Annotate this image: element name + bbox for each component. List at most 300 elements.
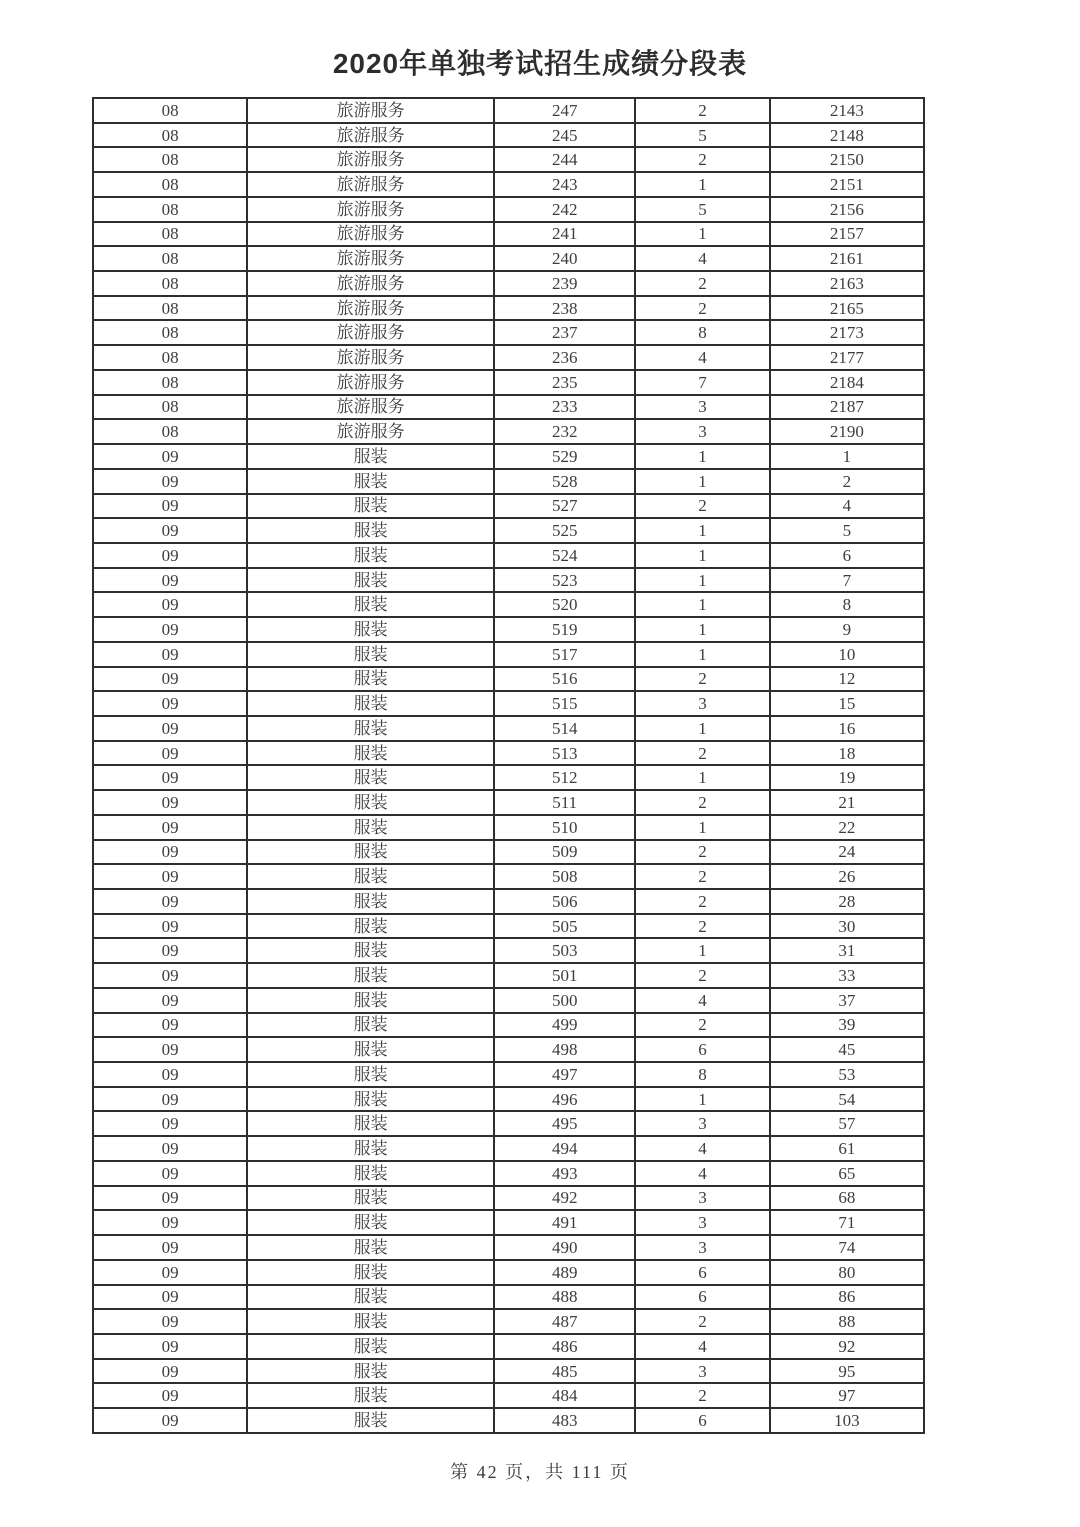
cell-category-code: 08 [93, 222, 247, 247]
cell-major-name: 服装 [247, 864, 494, 889]
table-row [93, 963, 924, 988]
cell-score: 486 [494, 1334, 635, 1359]
cell-category-code: 09 [93, 543, 247, 568]
table-row [93, 1260, 924, 1285]
cell-score: 506 [494, 889, 635, 914]
table-row [93, 1383, 924, 1408]
cell-score: 239 [494, 271, 635, 296]
cell-major-name: 服装 [247, 592, 494, 617]
cell-major-name: 服装 [247, 642, 494, 667]
cell-score: 511 [494, 790, 635, 815]
cell-major-name: 服装 [247, 1161, 494, 1186]
cell-category-code: 09 [93, 1235, 247, 1260]
cell-count: 3 [635, 1235, 769, 1260]
cell-cumulative-count: 2150 [770, 147, 924, 172]
cell-score: 495 [494, 1111, 635, 1136]
table-row [93, 988, 924, 1013]
cell-score: 485 [494, 1359, 635, 1384]
cell-category-code: 09 [93, 988, 247, 1013]
table-row [93, 1111, 924, 1136]
table-row [93, 395, 924, 420]
cell-major-name: 旅游服务 [247, 222, 494, 247]
cell-cumulative-count: 2190 [770, 419, 924, 444]
cell-count: 1 [635, 543, 769, 568]
cell-cumulative-count: 1 [770, 444, 924, 469]
table-row [93, 1037, 924, 1062]
cell-count: 6 [635, 1260, 769, 1285]
cell-score: 517 [494, 642, 635, 667]
cell-count: 2 [635, 1013, 769, 1038]
table-row [93, 296, 924, 321]
cell-category-code: 09 [93, 469, 247, 494]
cell-major-name: 服装 [247, 1210, 494, 1235]
cell-count: 6 [635, 1408, 769, 1433]
table-row [93, 1359, 924, 1384]
cell-major-name: 服装 [247, 815, 494, 840]
cell-count: 2 [635, 790, 769, 815]
cell-cumulative-count: 2143 [770, 98, 924, 123]
cell-score: 529 [494, 444, 635, 469]
cell-major-name: 旅游服务 [247, 320, 494, 345]
cell-cumulative-count: 65 [770, 1161, 924, 1186]
cell-count: 2 [635, 741, 769, 766]
cell-count: 1 [635, 642, 769, 667]
cell-cumulative-count: 8 [770, 592, 924, 617]
cell-cumulative-count: 97 [770, 1383, 924, 1408]
cell-major-name: 服装 [247, 889, 494, 914]
table-row [93, 790, 924, 815]
cell-count: 4 [635, 345, 769, 370]
cell-count: 1 [635, 765, 769, 790]
cell-count: 7 [635, 370, 769, 395]
cell-cumulative-count: 2148 [770, 123, 924, 148]
cell-cumulative-count: 2156 [770, 197, 924, 222]
cell-major-name: 旅游服务 [247, 370, 494, 395]
cell-count: 1 [635, 172, 769, 197]
cell-score: 512 [494, 765, 635, 790]
cell-count: 2 [635, 840, 769, 865]
cell-category-code: 09 [93, 518, 247, 543]
cell-category-code: 09 [93, 1408, 247, 1433]
cell-score: 237 [494, 320, 635, 345]
cell-cumulative-count: 2187 [770, 395, 924, 420]
cell-category-code: 08 [93, 246, 247, 271]
cell-count: 3 [635, 395, 769, 420]
cell-score: 244 [494, 147, 635, 172]
cell-major-name: 服装 [247, 469, 494, 494]
cell-count: 3 [635, 691, 769, 716]
cell-cumulative-count: 2184 [770, 370, 924, 395]
cell-count: 3 [635, 419, 769, 444]
cell-score: 519 [494, 617, 635, 642]
cell-score: 525 [494, 518, 635, 543]
cell-score: 498 [494, 1037, 635, 1062]
cell-score: 509 [494, 840, 635, 865]
cell-score: 528 [494, 469, 635, 494]
table-row [93, 444, 924, 469]
cell-category-code: 09 [93, 1161, 247, 1186]
cell-score: 496 [494, 1087, 635, 1112]
cell-major-name: 服装 [247, 1285, 494, 1310]
cell-major-name: 服装 [247, 1136, 494, 1161]
cell-cumulative-count: 15 [770, 691, 924, 716]
cell-cumulative-count: 2173 [770, 320, 924, 345]
cell-score: 238 [494, 296, 635, 321]
table-row [93, 1062, 924, 1087]
cell-major-name: 服装 [247, 667, 494, 692]
cell-category-code: 09 [93, 1285, 247, 1310]
cell-cumulative-count: 24 [770, 840, 924, 865]
cell-count: 2 [635, 494, 769, 519]
cell-cumulative-count: 2161 [770, 246, 924, 271]
cell-cumulative-count: 7 [770, 568, 924, 593]
cell-count: 3 [635, 1210, 769, 1235]
cell-score: 233 [494, 395, 635, 420]
cell-major-name: 旅游服务 [247, 395, 494, 420]
cell-score: 516 [494, 667, 635, 692]
cell-category-code: 09 [93, 592, 247, 617]
table-row [93, 765, 924, 790]
cell-cumulative-count: 57 [770, 1111, 924, 1136]
cell-count: 4 [635, 1334, 769, 1359]
cell-category-code: 09 [93, 1186, 247, 1211]
page-title: 2020年单独考试招生成绩分段表 [332, 48, 748, 79]
cell-count: 2 [635, 667, 769, 692]
table-row [93, 494, 924, 519]
cell-category-code: 08 [93, 172, 247, 197]
cell-count: 2 [635, 1309, 769, 1334]
cell-count: 2 [635, 914, 769, 939]
cell-cumulative-count: 45 [770, 1037, 924, 1062]
cell-count: 2 [635, 864, 769, 889]
cell-major-name: 旅游服务 [247, 98, 494, 123]
cell-category-code: 09 [93, 1087, 247, 1112]
cell-major-name: 服装 [247, 1013, 494, 1038]
cell-category-code: 08 [93, 370, 247, 395]
cell-category-code: 09 [93, 741, 247, 766]
cell-count: 5 [635, 123, 769, 148]
table-row [93, 568, 924, 593]
cell-score: 490 [494, 1235, 635, 1260]
cell-category-code: 09 [93, 938, 247, 963]
cell-category-code: 09 [93, 1062, 247, 1087]
cell-major-name: 服装 [247, 1087, 494, 1112]
table-row [93, 938, 924, 963]
cell-category-code: 09 [93, 790, 247, 815]
table-row [93, 617, 924, 642]
cell-cumulative-count: 80 [770, 1260, 924, 1285]
table-row [93, 1285, 924, 1310]
cell-count: 1 [635, 518, 769, 543]
cell-category-code: 08 [93, 197, 247, 222]
cell-cumulative-count: 12 [770, 667, 924, 692]
cell-cumulative-count: 61 [770, 1136, 924, 1161]
table-row [93, 716, 924, 741]
cell-cumulative-count: 37 [770, 988, 924, 1013]
cell-major-name: 服装 [247, 716, 494, 741]
cell-category-code: 08 [93, 147, 247, 172]
table-row [93, 1309, 924, 1334]
cell-major-name: 服装 [247, 691, 494, 716]
cell-cumulative-count: 4 [770, 494, 924, 519]
cell-count: 6 [635, 1285, 769, 1310]
cell-cumulative-count: 18 [770, 741, 924, 766]
cell-count: 2 [635, 889, 769, 914]
cell-major-name: 服装 [247, 1235, 494, 1260]
cell-category-code: 09 [93, 716, 247, 741]
cell-score: 499 [494, 1013, 635, 1038]
table-row [93, 123, 924, 148]
cell-major-name: 服装 [247, 1037, 494, 1062]
table-row [93, 1161, 924, 1186]
cell-major-name: 服装 [247, 1359, 494, 1384]
cell-score: 484 [494, 1383, 635, 1408]
cell-cumulative-count: 39 [770, 1013, 924, 1038]
cell-category-code: 08 [93, 123, 247, 148]
cell-cumulative-count: 9 [770, 617, 924, 642]
cell-score: 232 [494, 419, 635, 444]
cell-major-name: 服装 [247, 1408, 494, 1433]
cell-score: 500 [494, 988, 635, 1013]
cell-major-name: 服装 [247, 988, 494, 1013]
cell-major-name: 服装 [247, 1309, 494, 1334]
cell-category-code: 09 [93, 691, 247, 716]
table-row [93, 592, 924, 617]
score-table-body [93, 98, 924, 1433]
cell-score: 236 [494, 345, 635, 370]
cell-count: 1 [635, 938, 769, 963]
cell-category-code: 09 [93, 1260, 247, 1285]
cell-count: 1 [635, 568, 769, 593]
table-row [93, 1334, 924, 1359]
cell-cumulative-count: 10 [770, 642, 924, 667]
table-row [93, 864, 924, 889]
cell-major-name: 服装 [247, 1383, 494, 1408]
cell-major-name: 服装 [247, 741, 494, 766]
cell-count: 2 [635, 296, 769, 321]
cell-cumulative-count: 74 [770, 1235, 924, 1260]
cell-major-name: 旅游服务 [247, 296, 494, 321]
cell-category-code: 09 [93, 1383, 247, 1408]
cell-score: 240 [494, 246, 635, 271]
table-row [93, 197, 924, 222]
cell-category-code: 08 [93, 98, 247, 123]
cell-score: 515 [494, 691, 635, 716]
cell-cumulative-count: 88 [770, 1309, 924, 1334]
cell-cumulative-count: 19 [770, 765, 924, 790]
cell-major-name: 服装 [247, 790, 494, 815]
cell-score: 235 [494, 370, 635, 395]
cell-category-code: 09 [93, 1111, 247, 1136]
score-table [92, 97, 925, 1434]
cell-count: 2 [635, 147, 769, 172]
cell-score: 527 [494, 494, 635, 519]
cell-cumulative-count: 2163 [770, 271, 924, 296]
cell-count: 2 [635, 98, 769, 123]
table-row [93, 1408, 924, 1433]
cell-count: 1 [635, 716, 769, 741]
table-row [93, 271, 924, 296]
table-row [93, 1235, 924, 1260]
table-row [93, 147, 924, 172]
cell-cumulative-count: 103 [770, 1408, 924, 1433]
cell-cumulative-count: 33 [770, 963, 924, 988]
cell-category-code: 09 [93, 765, 247, 790]
cell-score: 524 [494, 543, 635, 568]
cell-count: 4 [635, 1136, 769, 1161]
cell-cumulative-count: 2157 [770, 222, 924, 247]
cell-major-name: 服装 [247, 938, 494, 963]
cell-cumulative-count: 31 [770, 938, 924, 963]
table-row [93, 345, 924, 370]
cell-cumulative-count: 22 [770, 815, 924, 840]
cell-cumulative-count: 92 [770, 1334, 924, 1359]
cell-category-code: 09 [93, 444, 247, 469]
table-row [93, 815, 924, 840]
cell-count: 3 [635, 1186, 769, 1211]
cell-category-code: 09 [93, 840, 247, 865]
table-row [93, 543, 924, 568]
cell-category-code: 09 [93, 1136, 247, 1161]
cell-count: 8 [635, 1062, 769, 1087]
cell-score: 241 [494, 222, 635, 247]
cell-category-code: 09 [93, 1309, 247, 1334]
cell-major-name: 服装 [247, 543, 494, 568]
cell-major-name: 服装 [247, 518, 494, 543]
cell-count: 1 [635, 222, 769, 247]
cell-category-code: 09 [93, 568, 247, 593]
table-row [93, 469, 924, 494]
cell-category-code: 09 [93, 617, 247, 642]
cell-cumulative-count: 71 [770, 1210, 924, 1235]
cell-major-name: 服装 [247, 765, 494, 790]
cell-cumulative-count: 28 [770, 889, 924, 914]
table-row [93, 691, 924, 716]
cell-cumulative-count: 26 [770, 864, 924, 889]
cell-count: 4 [635, 246, 769, 271]
cell-major-name: 服装 [247, 840, 494, 865]
cell-category-code: 09 [93, 963, 247, 988]
cell-score: 489 [494, 1260, 635, 1285]
cell-count: 1 [635, 469, 769, 494]
table-row [93, 98, 924, 123]
cell-score: 520 [494, 592, 635, 617]
cell-major-name: 服装 [247, 1186, 494, 1211]
cell-cumulative-count: 86 [770, 1285, 924, 1310]
cell-score: 488 [494, 1285, 635, 1310]
table-row [93, 1186, 924, 1211]
table-row [93, 419, 924, 444]
cell-major-name: 服装 [247, 914, 494, 939]
cell-major-name: 旅游服务 [247, 123, 494, 148]
cell-major-name: 旅游服务 [247, 246, 494, 271]
cell-score: 508 [494, 864, 635, 889]
cell-score: 487 [494, 1309, 635, 1334]
table-row [93, 1087, 924, 1112]
cell-score: 247 [494, 98, 635, 123]
cell-cumulative-count: 2165 [770, 296, 924, 321]
cell-category-code: 09 [93, 642, 247, 667]
cell-major-name: 旅游服务 [247, 271, 494, 296]
cell-category-code: 09 [93, 1359, 247, 1384]
cell-major-name: 旅游服务 [247, 345, 494, 370]
cell-major-name: 服装 [247, 568, 494, 593]
cell-category-code: 09 [93, 1037, 247, 1062]
table-row [93, 642, 924, 667]
cell-count: 4 [635, 1161, 769, 1186]
cell-category-code: 08 [93, 296, 247, 321]
cell-cumulative-count: 68 [770, 1186, 924, 1211]
cell-score: 491 [494, 1210, 635, 1235]
table-row [93, 222, 924, 247]
cell-major-name: 服装 [247, 494, 494, 519]
cell-category-code: 08 [93, 271, 247, 296]
table-row [93, 320, 924, 345]
table-row [93, 914, 924, 939]
cell-category-code: 08 [93, 320, 247, 345]
cell-cumulative-count: 2 [770, 469, 924, 494]
cell-score: 494 [494, 1136, 635, 1161]
cell-score: 242 [494, 197, 635, 222]
cell-count: 3 [635, 1359, 769, 1384]
table-row [93, 518, 924, 543]
cell-category-code: 09 [93, 864, 247, 889]
cell-major-name: 旅游服务 [247, 147, 494, 172]
cell-major-name: 服装 [247, 1334, 494, 1359]
cell-count: 1 [635, 617, 769, 642]
cell-cumulative-count: 21 [770, 790, 924, 815]
cell-score: 505 [494, 914, 635, 939]
table-row [93, 370, 924, 395]
cell-count: 2 [635, 963, 769, 988]
cell-cumulative-count: 5 [770, 518, 924, 543]
cell-cumulative-count: 2177 [770, 345, 924, 370]
table-row [93, 1210, 924, 1235]
cell-cumulative-count: 16 [770, 716, 924, 741]
cell-major-name: 服装 [247, 963, 494, 988]
cell-category-code: 08 [93, 395, 247, 420]
cell-category-code: 09 [93, 889, 247, 914]
table-row [93, 1136, 924, 1161]
cell-cumulative-count: 54 [770, 1087, 924, 1112]
table-row [93, 889, 924, 914]
cell-score: 523 [494, 568, 635, 593]
cell-major-name: 服装 [247, 444, 494, 469]
cell-count: 4 [635, 988, 769, 1013]
cell-score: 501 [494, 963, 635, 988]
cell-category-code: 09 [93, 1334, 247, 1359]
table-row [93, 741, 924, 766]
table-row [93, 667, 924, 692]
cell-count: 3 [635, 1111, 769, 1136]
cell-category-code: 09 [93, 1210, 247, 1235]
cell-cumulative-count: 53 [770, 1062, 924, 1087]
cell-major-name: 旅游服务 [247, 172, 494, 197]
table-row [93, 246, 924, 271]
cell-score: 514 [494, 716, 635, 741]
cell-cumulative-count: 95 [770, 1359, 924, 1384]
cell-score: 245 [494, 123, 635, 148]
cell-category-code: 08 [93, 419, 247, 444]
cell-cumulative-count: 2151 [770, 172, 924, 197]
table-row [93, 172, 924, 197]
cell-score: 483 [494, 1408, 635, 1433]
cell-score: 492 [494, 1186, 635, 1211]
cell-category-code: 09 [93, 914, 247, 939]
cell-score: 243 [494, 172, 635, 197]
cell-count: 1 [635, 1087, 769, 1112]
cell-major-name: 旅游服务 [247, 197, 494, 222]
